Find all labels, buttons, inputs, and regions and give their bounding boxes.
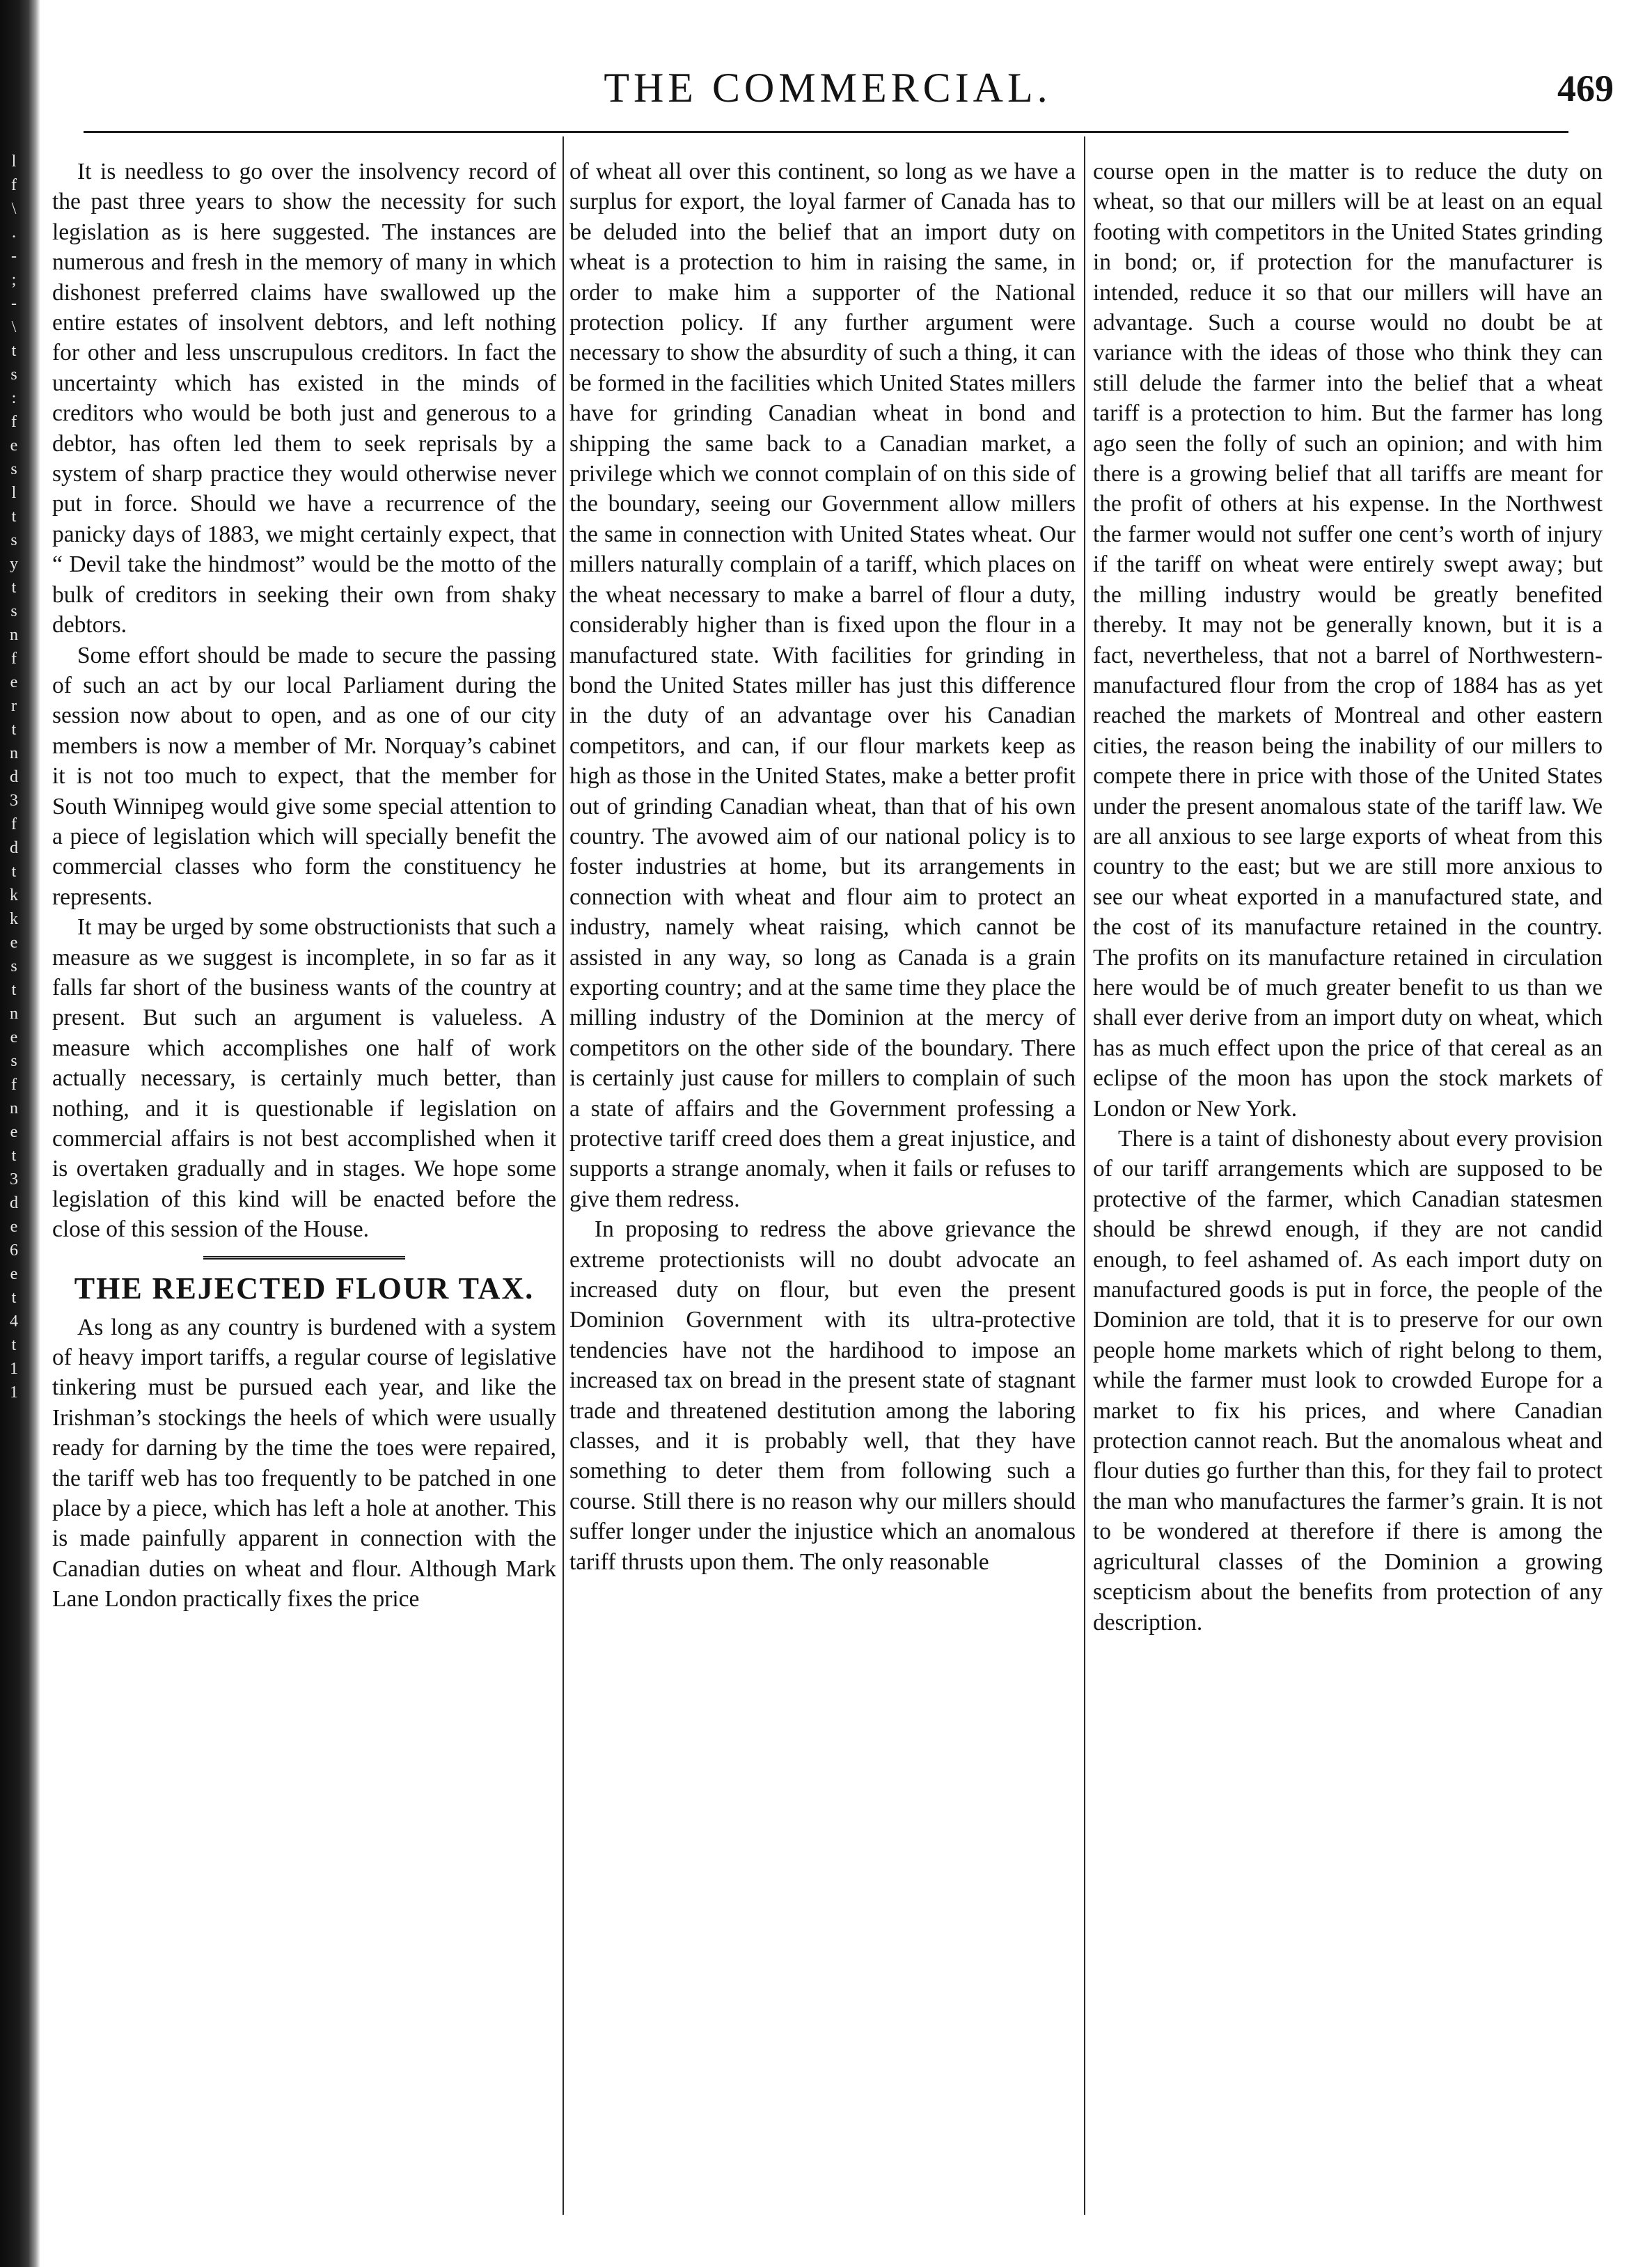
margin-fragment: t	[11, 981, 17, 999]
running-head	[42, 64, 1614, 120]
margin-fragment: 4	[10, 1312, 18, 1331]
margin-fragment: s	[10, 531, 17, 549]
article-paragraph: In proposing to redress the above grievance the extreme protectionists will no doubt advocate an increased duty on flour, but even the present Dominion Government with its ultra-protective tendencies have not the hardihood to impose an increased tax on bread in the present state of stagnant trade and threatened destitution among the laboring classes, and it is probably well, that they have something to deter them from following such a course. Still there is no reason why our millers should suffer longer under the injustice which an anomalous tariff thrusts upon them. The only reasonable	[569, 1216, 1076, 1575]
margin-fragment: n	[10, 1005, 18, 1023]
margin-fragment: d	[10, 1194, 18, 1212]
article-paragraph: Some effort should be made to secure the passing of such an act by our local Parliament during the session now about to open, and as one of our city members is now a member of Mr. Norquay’s cabinet it is not too much to expect, that the member for South Winnipeg would give some special attention to a piece of legislation which will specially benefit the commercial classes who form the constituency he represents.	[52, 642, 556, 910]
margin-fragment: :	[11, 389, 17, 407]
margin-fragment: s	[10, 957, 17, 975]
margin-fragment: e	[10, 673, 18, 691]
margin-fragment: s	[10, 366, 17, 384]
column-3	[1093, 157, 1603, 2231]
margin-fragment: t	[11, 579, 17, 597]
margin-fragment: t	[11, 508, 17, 526]
margin-fragment: 3	[10, 1170, 18, 1189]
previous-page-margin-fragments	[0, 150, 28, 1404]
margin-fragment: k	[10, 910, 18, 928]
article-paragraph: It may be urged by some obstructionists that such a measure as we suggest is incomplete, in so far as it falls far short of the business wants of the country at present. But such an argument is valueless. A measure which accomplishes one half of work actually necessary, is certainly much better, than nothing, and it is questionable if legislation on commercial affairs is not best accomplished when it is overtaken gradually and in stages. We hope some legislation of this kind will be enacted before the close of this session of the House.	[52, 914, 556, 1243]
margin-fragment: t	[11, 863, 17, 881]
margin-fragment: n	[10, 626, 18, 644]
margin-fragment: e	[10, 437, 18, 455]
margin-fragment: e	[10, 934, 18, 952]
column-rule	[1084, 136, 1085, 2215]
margin-fragment: n	[10, 744, 18, 762]
margin-fragment: y	[10, 555, 18, 573]
margin-fragment: t	[11, 342, 17, 360]
margin-fragment: l	[11, 152, 17, 171]
margin-fragment: e	[10, 1028, 18, 1046]
margin-fragment: .	[12, 223, 16, 242]
margin-fragment: f	[11, 413, 17, 431]
margin-fragment: \	[11, 200, 17, 218]
article-paragraph: It is needless to go over the insolvency record of the past three years to show the necessity for such legislation as is here suggested. The instances are numerous and fresh in the memory of many in which dishonest preferred claims have swallowed up the entire estates of insolvent debtors, and left nothing for other and less unscrupulous creditors. In fact the uncertainty which has existed in the minds of creditors who would be both just and generous to a debtor, has often led them to seek reprisals by a system of sharp practice they would otherwise never put in force. Should we have a recurrence of the panicky days of 1883, we might certainly expect, that “ Devil take the hindmost” would be the motto of the bulk of creditors in seeking their own from shaky debtors.	[52, 159, 556, 638]
margin-fragment: f	[11, 815, 17, 833]
margin-fragment: -	[11, 295, 17, 313]
margin-fragment: t	[11, 1147, 17, 1165]
margin-fragment: 3	[10, 792, 18, 810]
article-paragraph: of wheat all over this continent, so long as we have a surplus for export, the loyal farmer of Canada has to be deluded into the belief that an import duty on wheat is a protection to him in raising the same, in order to make him a supporter of the National protection policy. If any further argument were necessary to show the absurdity of such a thing, it can be formed in the facilities which United States millers have for grinding Canadian wheat in bond and shipping the same back to a Canadian market, a privilege which we connot complain of on this side of the boundary, seeing our Government allow millers the same in connection with United States wheat. Our millers naturally complain of a tariff, which places on the wheat necessary to make a barrel of flour a duty, considerably higher than is fixed upon the flour in a manufactured state. With facilities for grinding in bond the United States miller has just this difference in the duty of an advantage over his Canadian competitors, and can, if our flour markets keep as high as those in the United States, make a better profit out of grinding Canadian wheat, than that of his own country. The avowed aim of our national policy is to foster industries at home, but its arrangements in connection with wheat and flour aim to protect an industry, namely wheat raising, which cannot be assisted in any way, so long as Canada is a grain exporting country; and at the same time they place the milling industry of the Dominion at the mercy of competitors on the other side of the boundary. There is certainly just cause for millers to complain of such a state of affairs and the Government professing a protective tariff creed does them a great injustice, and supports a strange anomaly, when it fails or refuses to give them redress.	[569, 159, 1076, 1212]
margin-fragment: d	[10, 768, 18, 786]
margin-fragment: s	[10, 460, 17, 478]
margin-fragment: t	[11, 1289, 17, 1307]
article-paragraph: There is a taint of dishonesty about every provision of our tariff arrangements which are supposed to be protective of the farmer, which Canadian statesmen should be shrewd enough, if they are not candid enough, to feel ashamed of. As each import duty on manufactured goods is put in force, the people of the Dominion are told, that it is to preserve for our own people home markets which of right belong to them, while the farmer must look to crowded Europe for a market to fix his prices, and where Canadian protection cannot reach. But the anomalous wheat and flour duties go further than this, for they fail to protect the man who manufactures the farmer’s grain. It is not to be wondered at therefore if there is among the agricultural classes of the Dominion a growing scepticism about the benefits from protection of any description.	[1093, 1126, 1603, 1635]
margin-fragment: 6	[10, 1241, 18, 1260]
margin-fragment: t	[11, 721, 17, 739]
margin-fragment: k	[10, 886, 18, 904]
margin-fragment: t	[11, 1336, 17, 1354]
margin-fragment: 1	[10, 1383, 18, 1402]
header-rule	[84, 131, 1568, 133]
column-1	[52, 157, 556, 2231]
article-paragraph: course open in the matter is to reduce the duty on wheat, so that our millers will be at least on an equal footing with competitors in the United States grinding in bond; or, if protection for the manufacturer is intended, reduce it so that our millers will have an advantage. Such a course would no doubt be at variance with the ideas of those who think they can still delude the farmer into the belief that a wheat tariff is a protection to him. But the farmer has long ago seen the folly of such an opinion; and with him there is a growing belief that all tariffs are meant for the profit of others at his expense. In the Northwest the farmer would not suffer one cent’s worth of injury if the tariff on wheat were entirely swept away; but the milling industry would be greatly benefited thereby. It may not be generally known, but it is a fact, nevertheless, that not a barrel of Northwestern-manufactured flour from the crop of 1884 has as yet reached the markets of Montreal and other eastern cities, the reason being the inability of our millers to compete there in price with those of the United States under the present anomalous state of the tariff law. We are all anxious to see large exports of wheat from this country to the east; but we are still more anxious to see our wheat exported in a manufactured state, and the cost of its manufacture retained in the country. The profits on its manufacture retained in circulation here would be of much greater benefit to us than we shall ever derive from an import duty on wheat, which has as much effect upon the price of that cereal as an eclipse of the moon has upon the stock markets of London or New York.	[1093, 159, 1603, 1122]
margin-fragment: l	[11, 484, 17, 502]
article-paragraph: As long as any country is burdened with a system of heavy import tariffs, a regular course of legislative tinkering must be pursued each year, and like the Irishman’s stockings the heels of which were usually ready for darning by the time the toes were repaired, the tariff web has too frequently to be patched in one place by a piece, which has left a hole at another. This is made painfully apparent in connection with the Canadian duties on wheat and flour. Although Mark Lane London practically fixes the price	[52, 1314, 556, 1613]
margin-fragment: ;	[11, 271, 17, 289]
margin-fragment: \	[11, 318, 17, 336]
margin-fragment: n	[10, 1099, 18, 1117]
margin-fragment: s	[10, 1052, 17, 1070]
margin-fragment: s	[10, 602, 17, 620]
column-2	[569, 157, 1076, 2231]
margin-fragment: -	[11, 247, 17, 265]
margin-fragment: r	[11, 697, 17, 715]
masthead-title: THE COMMERCIAL.	[604, 65, 1052, 111]
margin-fragment: f	[11, 176, 17, 194]
margin-fragment: f	[11, 650, 17, 668]
article-heading: THE REJECTED FLOUR TAX.	[74, 1271, 535, 1305]
margin-fragment: e	[10, 1218, 18, 1236]
column-rule	[563, 136, 564, 2215]
page-number: 469	[1557, 68, 1614, 109]
margin-fragment: e	[10, 1123, 18, 1141]
margin-fragment: d	[10, 839, 18, 857]
margin-fragment: f	[11, 1076, 17, 1094]
section-divider	[203, 1256, 405, 1260]
margin-fragment: e	[10, 1265, 18, 1283]
margin-fragment: 1	[10, 1360, 18, 1378]
